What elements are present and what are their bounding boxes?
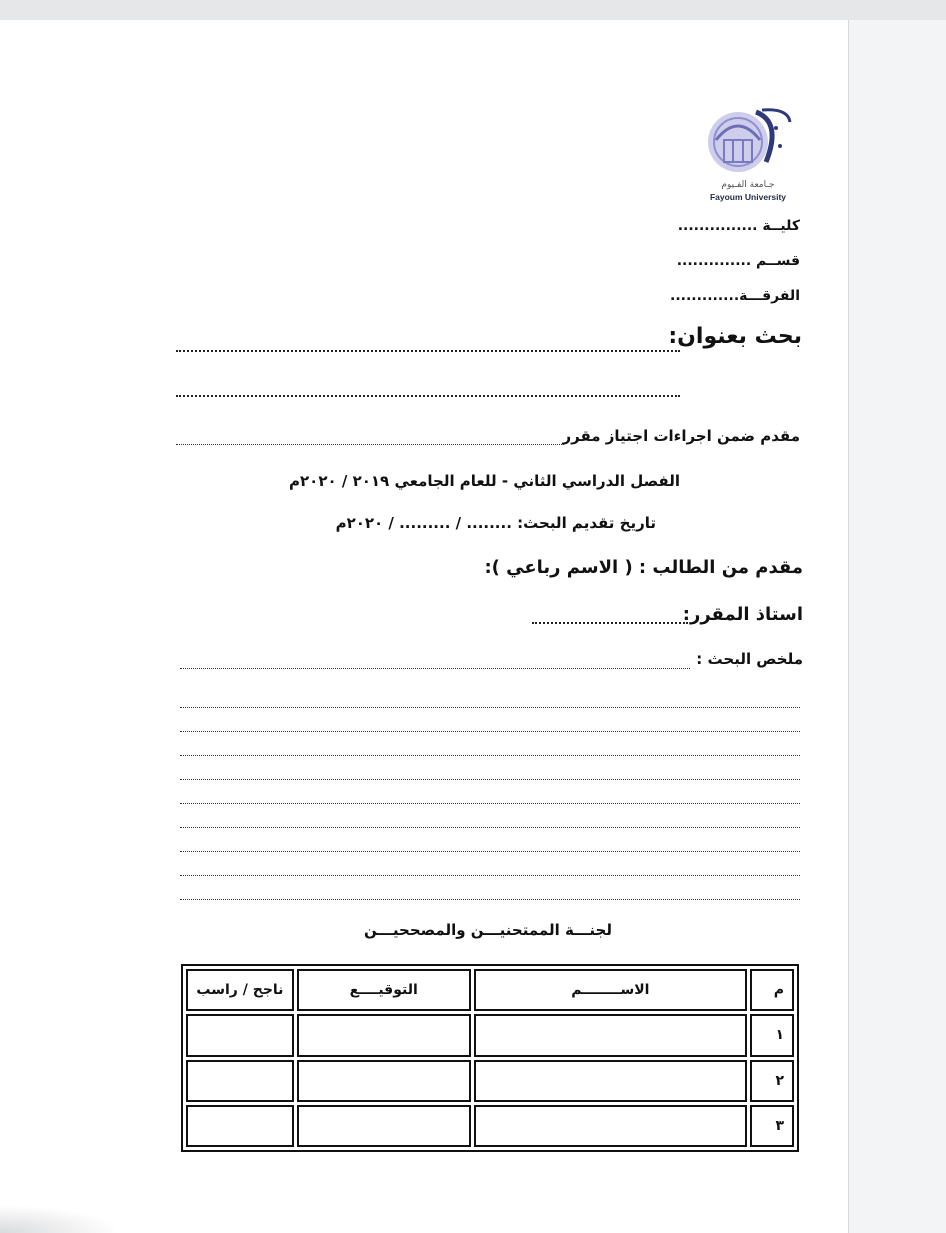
committee-table	[181, 964, 799, 1152]
faculty-field: كليــة ...............	[677, 218, 800, 234]
research-title-line-1	[176, 350, 680, 352]
abstract-line	[180, 779, 800, 780]
row-number: ٣	[750, 1105, 794, 1147]
abstract-label: ملخص البحث :	[696, 650, 803, 668]
abstract-line	[180, 731, 800, 732]
submission-date: تاريخ تقديم البحث: ........ / ......... / ٢٠٢٠م	[335, 514, 656, 532]
submitted-in-label: مقدم ضمن اجراءات اجتياز مقرر	[562, 427, 800, 445]
header-result: ناجح / راسب	[186, 969, 294, 1011]
research-title-line-2	[176, 395, 680, 397]
abstract-line	[180, 668, 690, 669]
table-row	[186, 1014, 794, 1056]
university-emblem-icon	[700, 102, 796, 182]
result-cell	[186, 1105, 294, 1147]
name-cell	[474, 1014, 747, 1056]
name-cell	[474, 1060, 747, 1102]
signature-cell	[297, 1060, 471, 1102]
page-margin	[849, 20, 946, 1233]
abstract-line	[180, 875, 800, 876]
signature-cell	[297, 1014, 471, 1056]
course-name-line	[176, 444, 564, 445]
table-header-row	[186, 969, 794, 1011]
university-name-en: Fayoum University	[709, 192, 787, 202]
abstract-line	[180, 707, 800, 708]
committee-title: لجنـــة الممتحنيـــن والمصححيـــن	[364, 921, 612, 939]
signature-cell	[297, 1105, 471, 1147]
university-name-ar: جـامعة الفـيوم	[721, 180, 775, 190]
result-cell	[186, 1014, 294, 1056]
department-field: قســم ..............	[676, 253, 800, 269]
semester-text: الفصل الدراسي الثاني - للعام الجامعي ٢٠١٩ / ٢٠٢٠م	[289, 472, 680, 490]
header-name: الاســــــــم	[474, 969, 747, 1011]
abstract-line	[180, 827, 800, 828]
top-bar	[0, 0, 946, 20]
table-row	[186, 1105, 794, 1147]
professor-name-line	[532, 622, 688, 624]
research-title-label: بحث بعنوان:	[668, 324, 802, 349]
abstract-line	[180, 851, 800, 852]
page-fold-shadow	[0, 1205, 120, 1233]
row-number: ٢	[750, 1060, 794, 1102]
name-cell	[474, 1105, 747, 1147]
university-logo	[700, 102, 796, 208]
row-number: ١	[750, 1014, 794, 1056]
result-cell	[186, 1060, 294, 1102]
abstract-line	[180, 755, 800, 756]
abstract-line	[180, 899, 800, 900]
student-name-label: مقدم من الطالب : ( الاسم رباعي ):	[484, 557, 803, 578]
table-row	[186, 1060, 794, 1102]
abstract-line	[180, 803, 800, 804]
professor-label: استاذ المقرر:	[682, 604, 803, 625]
header-signature: التوقيــــع	[297, 969, 471, 1011]
header-number: م	[750, 969, 794, 1011]
level-field: الفرقـــة.............	[670, 288, 800, 304]
